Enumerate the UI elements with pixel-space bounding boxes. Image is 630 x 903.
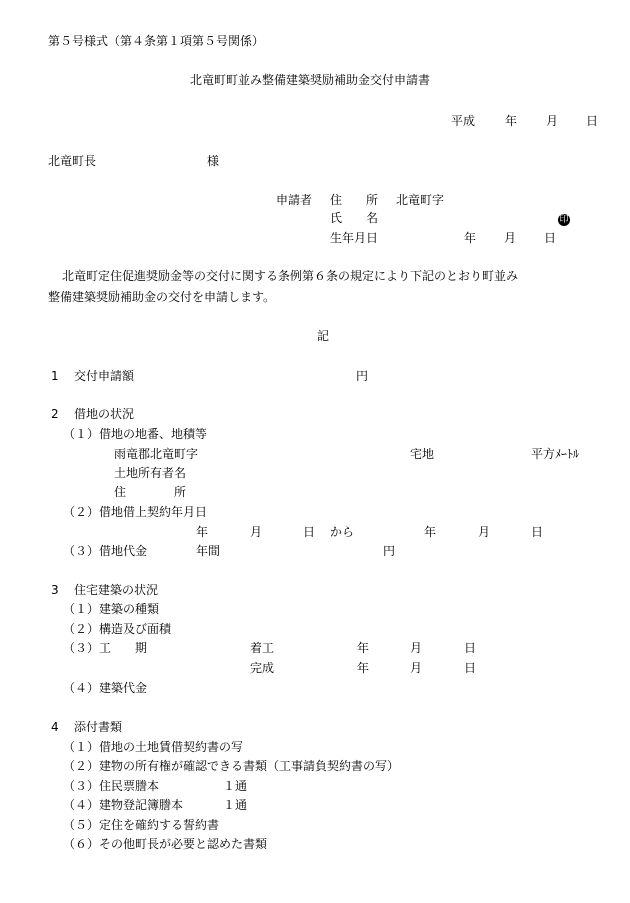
section1-label: 交付申請額 (74, 369, 135, 383)
section2-item1-address: 住 所 (114, 485, 187, 499)
date-year: 年 (505, 114, 518, 128)
section2-item2-month1: 月 (250, 525, 263, 539)
section2-item3-label: （３）借地代金 (63, 544, 148, 558)
section4-item2: （２）建物の所有権が確認できる書類（工事請負契約書の写） (63, 759, 400, 773)
page-title: 北竜町町並み整備建築奨励補助金交付申請書 (190, 73, 431, 87)
section2-item2-day2: 日 (531, 525, 544, 539)
section2-item1-label: （１）借地の地番、地積等 (63, 427, 208, 441)
section4-item6: （６）その他町長が必要と認めた書類 (63, 837, 268, 851)
section2-item2-year2: 年 (424, 525, 437, 539)
applicant-birth-day: 日 (544, 231, 557, 245)
section2-item2-month2: 月 (478, 525, 491, 539)
section3-start-year: 年 (357, 641, 370, 655)
section4-item1: （１）借地の土地賃借契約書の写 (63, 740, 244, 754)
section1-number: 1 (51, 369, 59, 383)
date-era: 平成 (451, 114, 476, 128)
section4-item5: （５）定住を確約する誓約書 (63, 818, 220, 832)
applicant-label: 申請者 (276, 193, 313, 207)
applicant-birth-month: 月 (504, 231, 517, 245)
section3-start-month: 月 (410, 641, 423, 655)
section3-finish-label: 完成 (250, 661, 275, 675)
section2-item3-period: 年間 (196, 544, 221, 558)
section2-item2-label: （２）借地借上契約年月日 (63, 505, 208, 519)
section3-label: 住宅建築の状況 (74, 583, 159, 597)
section2-item2-day1: 日 (303, 525, 316, 539)
addressee-name: 北竜町長 (48, 154, 97, 168)
section3-item1: （１）建築の種類 (63, 602, 160, 616)
section2-item1-location: 雨竜郡北竜町字 (114, 447, 199, 461)
section1-unit: 円 (356, 369, 369, 383)
applicant-birth-label: 生年月日 (330, 231, 379, 245)
section3-item2: （２）構造及び面積 (63, 622, 172, 636)
section2-item1-area-unit: 平方ﾒｰﾄﾙ (531, 447, 580, 461)
section4-item4: （４）建物登記簿謄本 (63, 798, 184, 812)
section2-item3-unit: 円 (383, 544, 396, 558)
section2-label: 借地の状況 (74, 407, 135, 421)
section3-finish-day: 日 (464, 661, 477, 675)
form-number: 第５号様式（第４条第１項第５号関係） (48, 34, 265, 48)
date-day: 日 (586, 114, 599, 128)
body-text-line1: 北竜町定住促進奨励金等の交付に関する条例第６条の規定により下記のとおり町並み (62, 269, 519, 283)
section2-item2-from: から (330, 525, 355, 539)
section4-item3-count: １通 (223, 779, 248, 793)
applicant-address-value: 北竜町字 (396, 193, 445, 207)
section2-item2-year1: 年 (196, 525, 209, 539)
applicant-birth-year: 年 (464, 231, 477, 245)
section4-number: 4 (51, 720, 59, 734)
seal-mark: 印 (559, 215, 569, 225)
section2-number: 2 (51, 407, 59, 421)
section4-label: 添付書類 (74, 720, 123, 734)
addressee-honorific: 様 (207, 154, 220, 168)
section3-start-day: 日 (464, 641, 477, 655)
section3-number: 3 (51, 583, 59, 597)
section4-item4-count: １通 (223, 798, 248, 812)
date-month: 月 (546, 114, 559, 128)
section4-item3: （３）住民票謄本 (63, 779, 160, 793)
section3-finish-month: 月 (410, 661, 423, 675)
applicant-address-label: 住 所 (330, 193, 379, 207)
ki-heading: 記 (317, 329, 330, 343)
section2-item1-owner: 土地所有者名 (114, 466, 187, 480)
body-text-line2: 整備建築奨励補助金の交付を申請します。 (48, 290, 276, 304)
section3-finish-year: 年 (357, 661, 370, 675)
section3-start-label: 着工 (250, 641, 275, 655)
section3-item4: （４）建築代金 (63, 681, 148, 695)
section2-item1-type: 宅地 (410, 447, 435, 461)
section3-item3-label: （３）工 期 (63, 641, 148, 655)
applicant-name-label: 氏 名 (330, 211, 379, 225)
